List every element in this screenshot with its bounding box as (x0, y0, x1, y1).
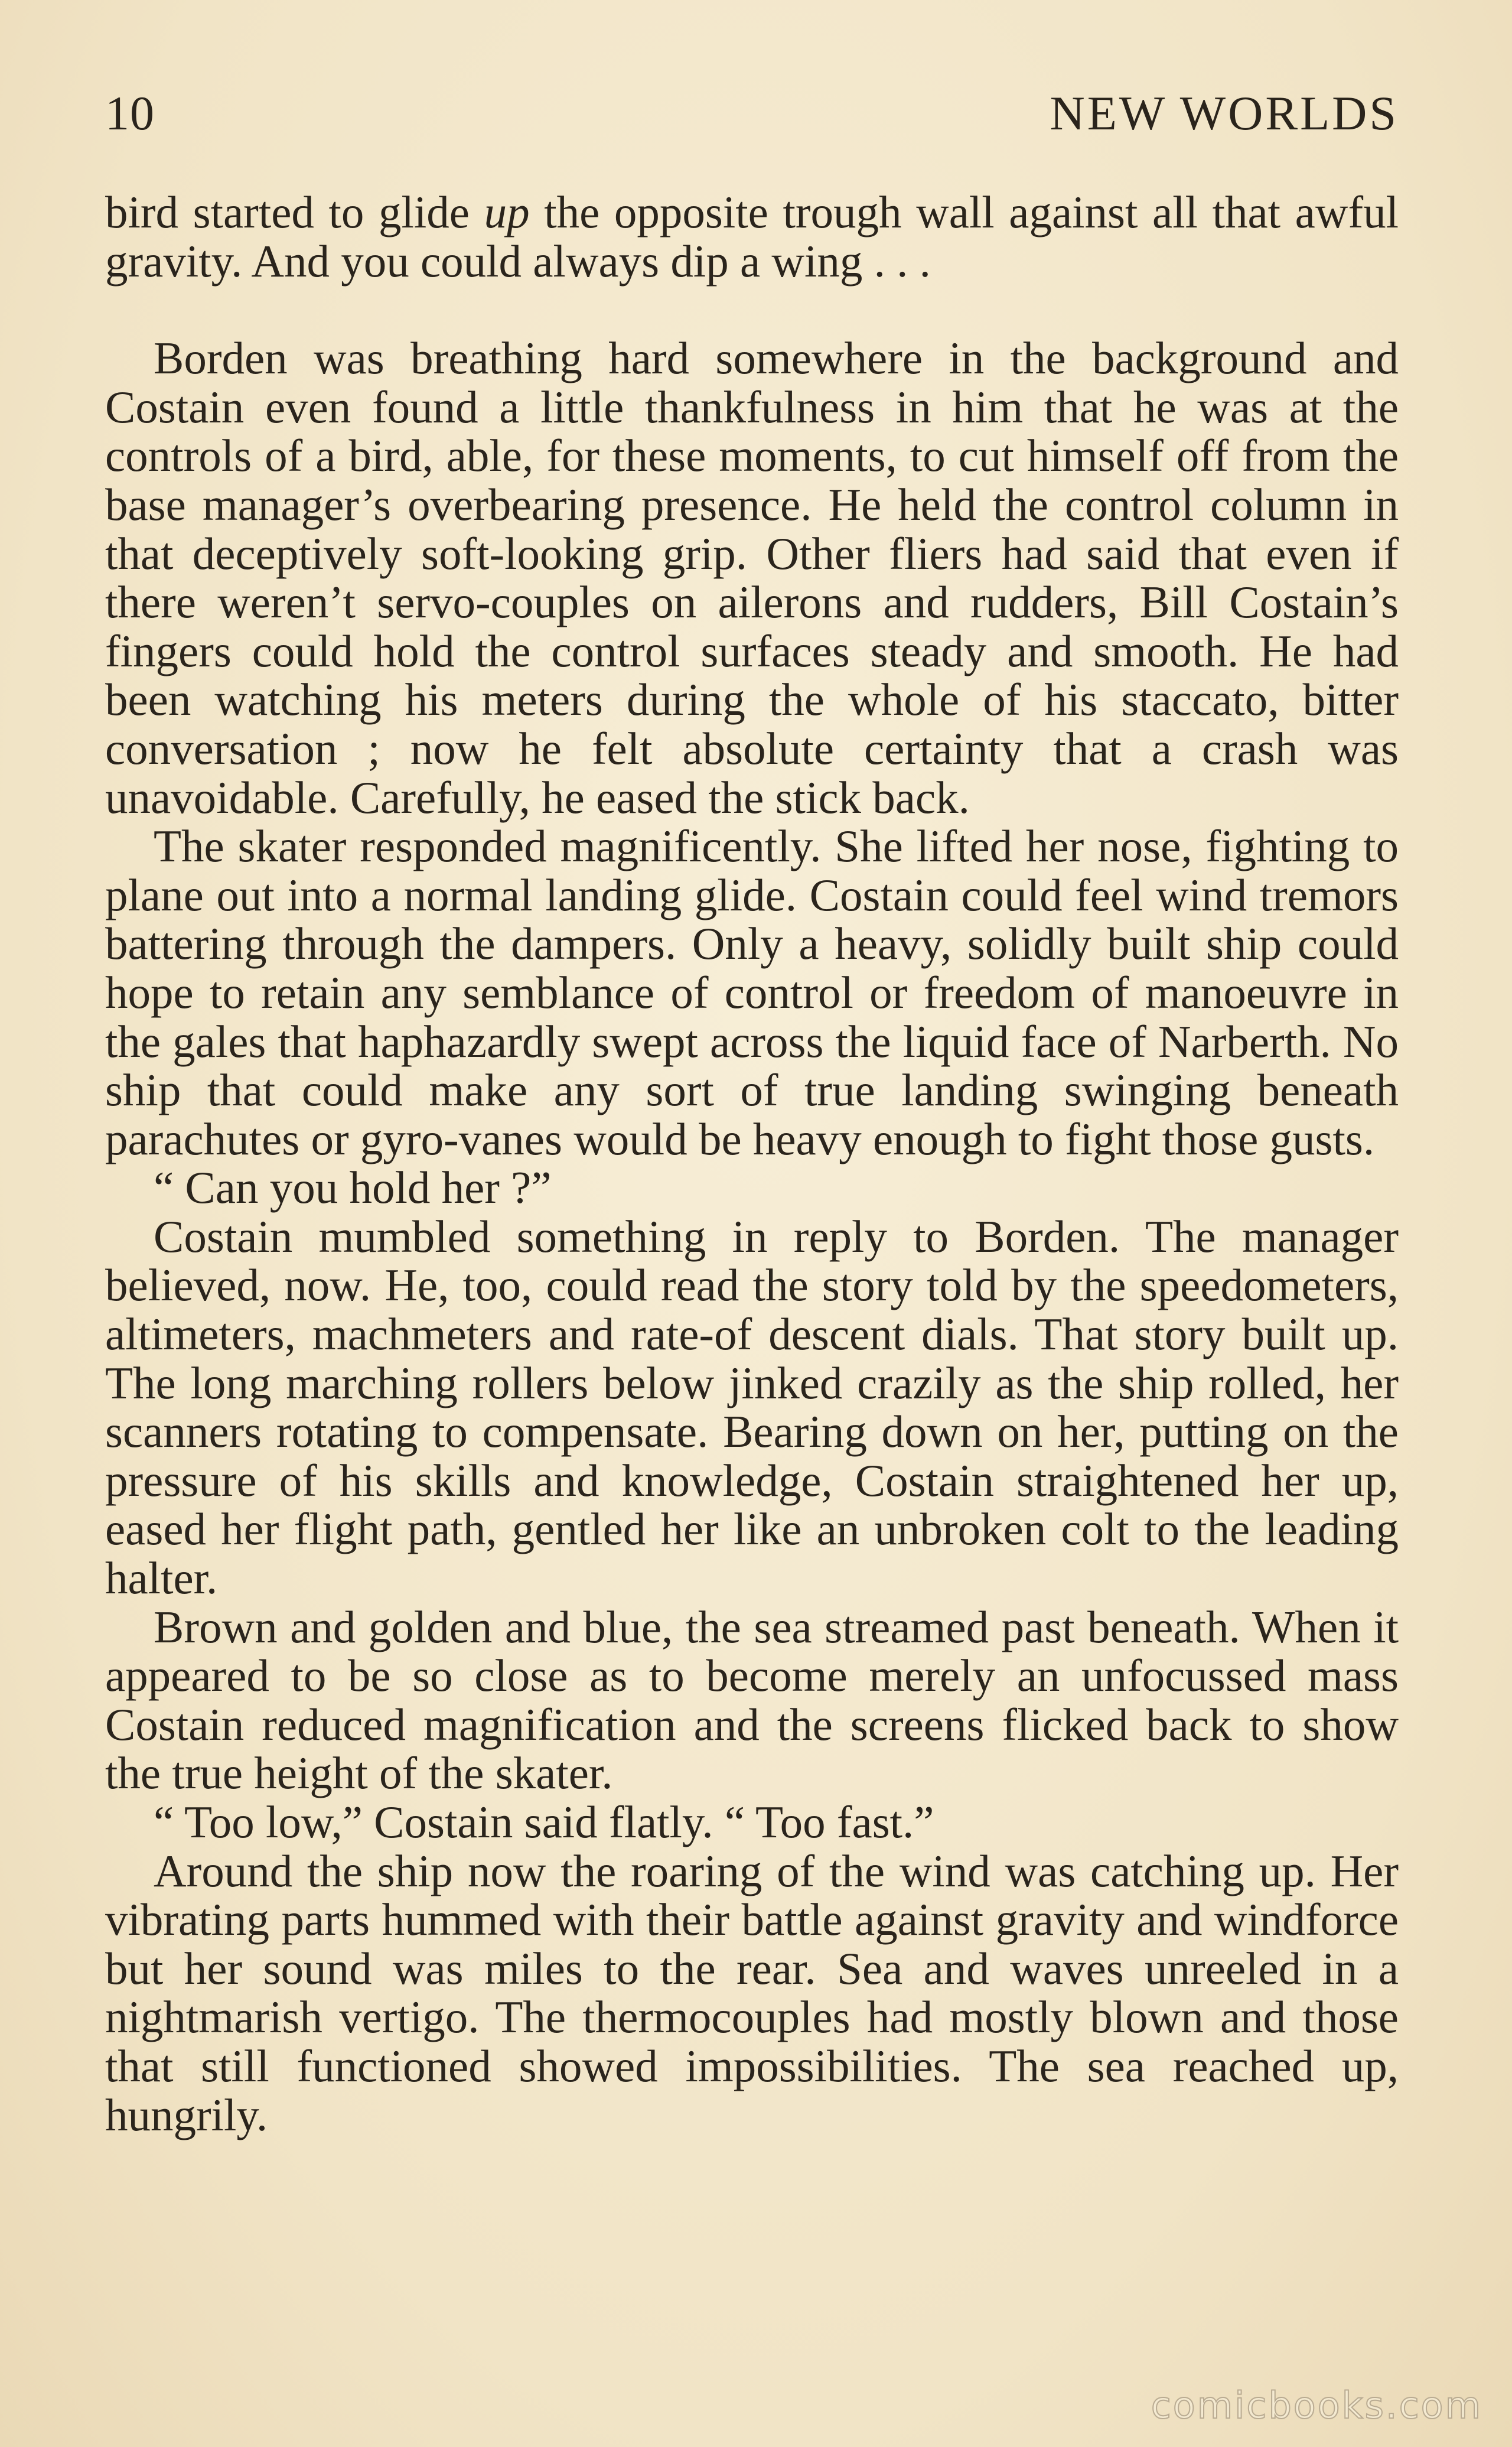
paragraph (105, 822, 1399, 1163)
text-run: The skater responded magnificently. She lifted her nose, fighting to plane out into a normal landing glide. Costain could feel wind tremors battering through the dampers. Only a heavy, solidly built ship could hope to retain any semblance of control or freedom of manoeuvre in the gales that haphazardly swept across the liquid face of Narberth. No ship that could make any sort of true landing swinging beneath parachutes or gyro-vanes would be heavy enough to fight those gusts. (105, 821, 1399, 1164)
watermark-logo: comicbooks.com (1151, 2384, 1482, 2427)
paragraph (105, 1212, 1399, 1603)
text-run: Brown and golden and blue, the sea streamed past beneath. When it appeared to be so close as to become merely an unfocussed mass Costain reduced magnification and the screens flicked back to show the true height of the skater. (105, 1601, 1399, 1799)
paragraph (105, 188, 1399, 285)
paragraph (105, 1163, 1399, 1212)
running-title: NEW WORLDS (1050, 86, 1399, 140)
text-run: Borden was breathing hard somewhere in the background and Costain even found a little thankfulness in him that he was at the controls of a bird, able, for these moments, to cut himself off from the base manager’s overbearing presence. He held the control column in that deceptively soft-looking grip. Other fliers had said that even if there weren’t servo-couples on ailerons and rudders, Bill Costain’s fingers could hold the control surfaces steady and smooth. He had been watching his meters during the whole of his staccato, bitter conversation ; now he felt absolute certainty that a crash was unavoidable. Carefully, he eased the stick back. (105, 333, 1399, 823)
text-run: bird started to glide (105, 187, 484, 237)
text-run: “ Too low,” Costain said flatly. “ Too fast.” (154, 1797, 934, 1847)
paragraph (105, 334, 1399, 822)
text-run: Around the ship now the roaring of the wind was catching up. Her vibrating parts hummed with their battle against gravity and windforce but her sound was miles to the rear. Sea and waves unreeled in a nightmarish vertigo. The thermocouples had mostly blown and those that still functioned showed impossibilities. The sea reached up, hungrily. (105, 1845, 1399, 2140)
paragraph (105, 1603, 1399, 1798)
page-header (105, 86, 1399, 151)
text-run: “ Can you hold her ?” (154, 1162, 552, 1213)
page-number: 10 (105, 86, 155, 140)
story-text (105, 188, 1399, 2139)
paragraph (105, 1798, 1399, 1847)
emphasis-text: up (484, 187, 530, 237)
text-run: the opposite trough wall against all that awful gravity. And you could always dip a wing . . . (105, 187, 1399, 287)
paragraph (105, 1847, 1399, 2140)
text-run: Costain mumbled something in reply to Borden. The manager believed, now. He, too, could read the story told by the speedometers, altimeters, machmeters and rate-of descent dials. That story built up. The long marching rollers below jinked crazily as the ship rolled, her scanners rotating to compensate. Bearing down on her, putting on the pressure of his skills and knowledge, Costain straightened her up, eased her flight path, gentled her like an unbroken colt to the leading halter. (105, 1211, 1399, 1604)
